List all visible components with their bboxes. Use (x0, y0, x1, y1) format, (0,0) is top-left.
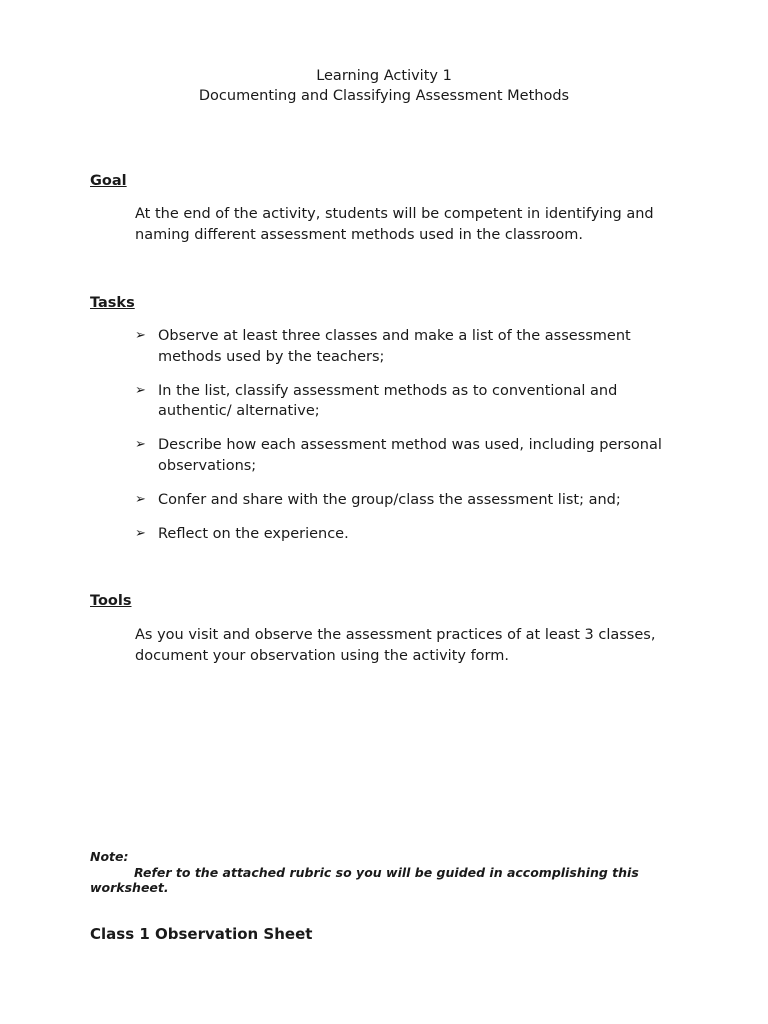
arrow-bullet-icon: ➢ (135, 437, 146, 452)
task-item (135, 490, 695, 511)
arrow-bullet-icon: ➢ (135, 491, 146, 507)
tools-heading: Tools (90, 593, 132, 609)
task-item-text: Describe how each assessment method was used, including personal observations; (158, 437, 662, 474)
note-text: Refer to the attached rubric so you will be guided in accomplishing this worksheet. (90, 864, 639, 895)
task-item-text: In the list, classify assessment methods as to conventional and authentic/ alternative; (158, 382, 618, 419)
task-list (135, 326, 695, 558)
tasks-heading: Tasks (90, 295, 135, 311)
arrow-bullet-icon: ➢ (135, 328, 146, 343)
task-item-text: Confer and share with the group/class the assessment list; and; (158, 491, 621, 508)
observation-sheet-title: Class 1 Observation Sheet (90, 925, 313, 943)
document-title (0, 66, 768, 106)
arrow-bullet-icon: ➢ (135, 382, 146, 398)
arrow-bullet-icon: ➢ (135, 525, 146, 541)
title-line-2: Documenting and Classifying Assessment Methods (198, 88, 570, 104)
task-item-text: Reflect on the experience. (158, 525, 349, 542)
task-item (135, 435, 695, 476)
tools-text: As you visit and observe the assessment practices of at least 3 classes, document your observation using the activity form. (135, 627, 656, 664)
goal-heading: Goal (90, 173, 127, 189)
note-label: Note: (90, 849, 129, 864)
goal-text: At the end of the activity, students will be competent in identifying and naming different assessment methods used in the classroom. (135, 206, 654, 243)
task-item (135, 381, 695, 422)
note-block (90, 849, 670, 896)
task-item (135, 524, 695, 545)
task-item-text: Observe at least three classes and make a list of the assessment methods used by the teachers; (158, 328, 631, 365)
title-line-1: Learning Activity 1 (316, 68, 452, 84)
task-item (135, 326, 695, 367)
